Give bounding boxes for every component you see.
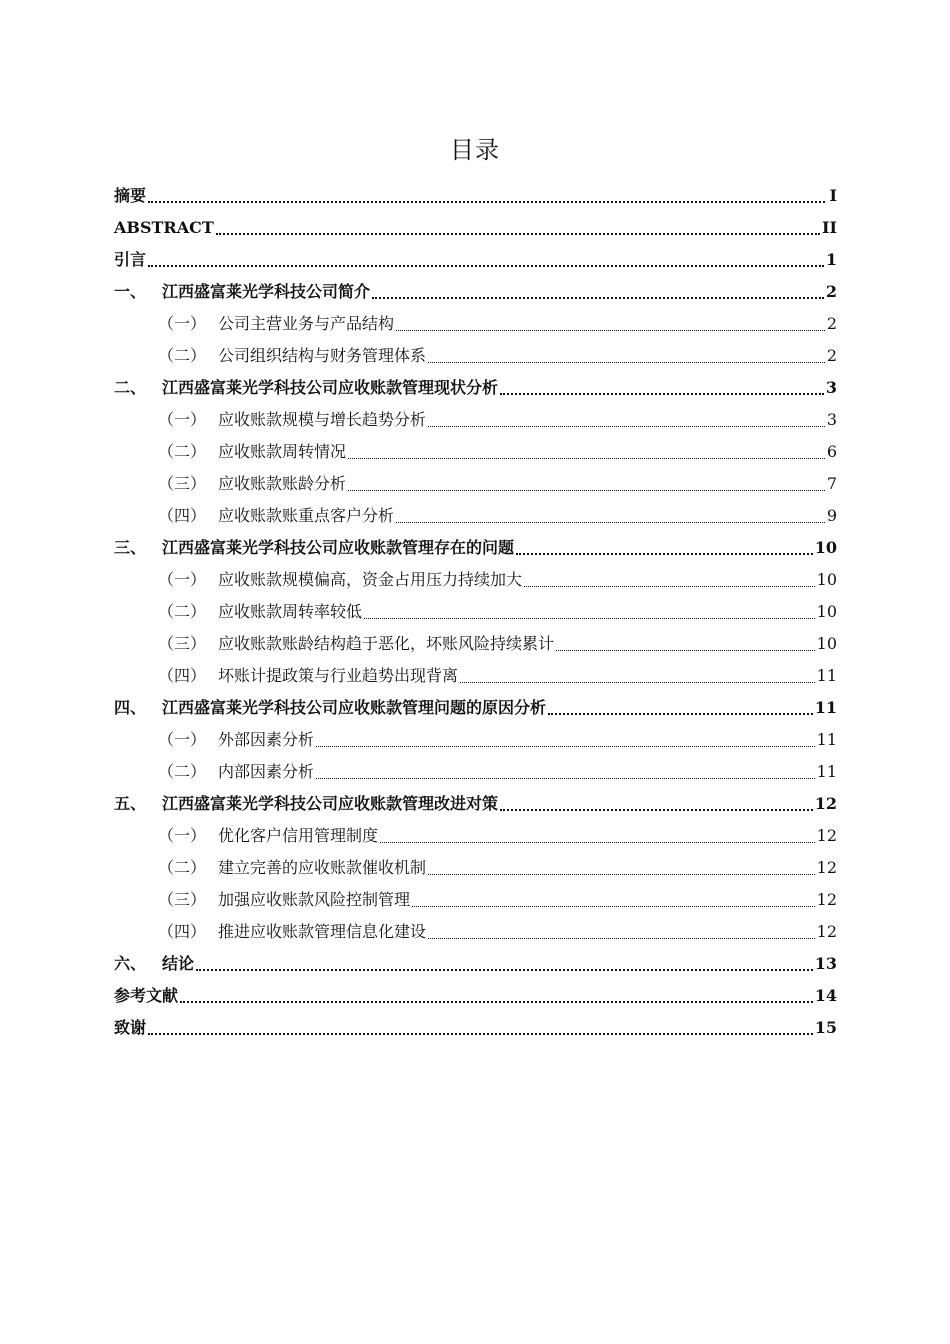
toc-entry-number: （一） xyxy=(158,314,207,333)
toc-entry-page-number: 6 xyxy=(826,442,837,461)
dot-leader xyxy=(216,233,820,235)
dot-leader xyxy=(500,809,813,811)
toc-entry-number: （一） xyxy=(158,570,207,589)
toc-entry-page-number: 12 xyxy=(814,794,837,813)
toc-entry-section[interactable] xyxy=(114,852,837,884)
toc-entry-label: 江西盛富莱光学科技公司简介 xyxy=(162,282,371,301)
toc-entry-chapter[interactable] xyxy=(114,948,837,980)
toc-entry-page-number: 12 xyxy=(816,890,837,909)
toc-entry-chapter[interactable] xyxy=(114,212,837,244)
toc-entry-page-number: 15 xyxy=(814,1018,837,1037)
toc-entry-number: （二） xyxy=(158,346,207,365)
toc-entry-page-number: 10 xyxy=(816,602,837,621)
toc-entry-label: 应收账款规模与增长趋势分析 xyxy=(218,410,427,429)
toc-entry-number: （三） xyxy=(158,474,207,493)
dot-leader xyxy=(372,297,824,299)
dot-leader xyxy=(396,522,825,523)
dot-leader xyxy=(556,650,815,651)
toc-entry-page-number: 10 xyxy=(816,570,837,589)
toc-entry-number: 三、 xyxy=(114,538,147,557)
toc-entry-label: 内部因素分析 xyxy=(218,762,315,781)
dot-leader xyxy=(348,458,825,459)
toc-entry-label: 江西盛富莱光学科技公司应收账款管理改进对策 xyxy=(162,794,499,813)
dot-leader xyxy=(396,330,825,331)
toc-entry-page-number: 10 xyxy=(814,538,837,557)
toc-entry-page-number: 11 xyxy=(816,762,837,781)
toc-entry-chapter[interactable] xyxy=(114,692,837,724)
toc-entry-page-number: 11 xyxy=(816,730,837,749)
toc-entry-number: （二） xyxy=(158,858,207,877)
toc-entry-page-number: 2 xyxy=(826,346,837,365)
toc-entry-section[interactable] xyxy=(114,308,837,340)
toc-entry-number: （二） xyxy=(158,762,207,781)
toc-entry-label: 摘要 xyxy=(114,186,147,205)
toc-entry-section[interactable] xyxy=(114,564,837,596)
toc-entry-chapter[interactable] xyxy=(114,180,837,212)
toc-entry-number: （二） xyxy=(158,602,207,621)
toc-entry-label: 引言 xyxy=(114,250,147,269)
toc-entry-section[interactable] xyxy=(114,820,837,852)
dot-leader xyxy=(524,586,815,587)
toc-entry-label: 应收账款账龄结构趋于恶化，坏账风险持续累计 xyxy=(218,634,555,653)
toc-entry-section[interactable] xyxy=(114,660,837,692)
toc-entry-page-number: 7 xyxy=(826,474,837,493)
toc-entry-label: 优化客户信用管理制度 xyxy=(218,826,379,845)
toc-entry-label: 外部因素分析 xyxy=(218,730,315,749)
toc-entry-chapter[interactable] xyxy=(114,372,837,404)
toc-entry-label: 江西盛富莱光学科技公司应收账款管理存在的问题 xyxy=(162,538,515,557)
dot-leader xyxy=(316,746,815,747)
toc-entry-page-number: 2 xyxy=(826,314,837,333)
toc-entry-section[interactable] xyxy=(114,596,837,628)
toc-entry-page-number: 12 xyxy=(816,858,837,877)
toc-entry-label: 建立完善的应收账款催收机制 xyxy=(218,858,427,877)
table-of-contents xyxy=(114,180,837,1044)
toc-entry-section[interactable] xyxy=(114,884,837,916)
toc-entry-label: 应收账款规模偏高，资金占用压力持续加大 xyxy=(218,570,523,589)
toc-entry-chapter[interactable] xyxy=(114,1012,837,1044)
toc-entry-page-number: 3 xyxy=(825,378,837,397)
toc-entry-label: ABSTRACT xyxy=(114,218,214,237)
toc-entry-page-number: 11 xyxy=(814,698,837,717)
toc-entry-section[interactable] xyxy=(114,340,837,372)
toc-entry-chapter[interactable] xyxy=(114,276,837,308)
toc-entry-page-number: 10 xyxy=(816,634,837,653)
toc-entry-number: （一） xyxy=(158,730,207,749)
toc-entry-label: 加强应收账款风险控制管理 xyxy=(218,890,411,909)
toc-entry-number: （一） xyxy=(158,826,207,845)
toc-entry-label: 应收账款账重点客户分析 xyxy=(218,506,395,525)
toc-entry-number: （四） xyxy=(158,666,207,685)
toc-entry-chapter[interactable] xyxy=(114,532,837,564)
toc-entry-section[interactable] xyxy=(114,500,837,532)
dot-leader xyxy=(148,1033,813,1035)
toc-entry-page-number: 12 xyxy=(816,922,837,941)
toc-entry-page-number: 12 xyxy=(816,826,837,845)
dot-leader xyxy=(364,618,815,619)
toc-entry-page-number: 14 xyxy=(814,986,837,1005)
toc-entry-section[interactable] xyxy=(114,756,837,788)
toc-entry-section[interactable] xyxy=(114,628,837,660)
dot-leader xyxy=(380,842,815,843)
dot-leader xyxy=(148,265,824,267)
toc-entry-label: 应收账款周转率较低 xyxy=(218,602,363,621)
toc-entry-page-number: I xyxy=(829,186,837,205)
toc-entry-page-number: II xyxy=(822,218,837,237)
dot-leader xyxy=(316,778,815,779)
toc-entry-section[interactable] xyxy=(114,404,837,436)
dot-leader xyxy=(460,682,815,683)
page-title: 目录 xyxy=(450,136,500,165)
dot-leader xyxy=(180,1001,813,1003)
dot-leader xyxy=(548,713,813,715)
dot-leader xyxy=(348,490,825,491)
toc-entry-page-number: 13 xyxy=(814,954,837,973)
toc-entry-label: 江西盛富莱光学科技公司应收账款管理现状分析 xyxy=(162,378,499,397)
toc-entry-number: （四） xyxy=(158,506,207,525)
toc-entry-label: 应收账款账龄分析 xyxy=(218,474,347,493)
toc-entry-label: 应收账款周转情况 xyxy=(218,442,347,461)
toc-entry-page-number: 9 xyxy=(826,506,837,525)
toc-entry-number: 四、 xyxy=(114,698,147,717)
toc-entry-section[interactable] xyxy=(114,468,837,500)
dot-leader xyxy=(428,426,825,427)
toc-entry-number: 六、 xyxy=(114,954,147,973)
toc-entry-page-number: 1 xyxy=(825,250,837,269)
toc-entry-chapter[interactable] xyxy=(114,788,837,820)
toc-entry-number: （三） xyxy=(158,634,207,653)
toc-entry-chapter[interactable] xyxy=(114,244,837,276)
toc-entry-chapter[interactable] xyxy=(114,980,837,1012)
dot-leader xyxy=(148,201,825,203)
toc-entry-label: 致谢 xyxy=(114,1018,147,1037)
toc-entry-page-number: 2 xyxy=(825,282,837,301)
toc-entry-label: 公司组织结构与财务管理体系 xyxy=(218,346,427,365)
dot-leader xyxy=(196,969,813,971)
toc-entry-section[interactable] xyxy=(114,724,837,756)
toc-entry-page-number: 11 xyxy=(816,666,837,685)
dot-leader xyxy=(412,906,815,907)
dot-leader xyxy=(516,553,813,555)
toc-entry-label: 坏账计提政策与行业趋势出现背离 xyxy=(218,666,459,685)
dot-leader xyxy=(500,393,824,395)
dot-leader xyxy=(428,362,825,363)
toc-entry-page-number: 3 xyxy=(826,410,837,429)
toc-entry-label: 结论 xyxy=(162,954,195,973)
toc-entry-number: （一） xyxy=(158,410,207,429)
toc-entry-label: 推进应收账款管理信息化建设 xyxy=(218,922,427,941)
toc-entry-number: 二、 xyxy=(114,378,147,397)
toc-entry-section[interactable] xyxy=(114,436,837,468)
toc-entry-number: 一、 xyxy=(114,282,147,301)
toc-entry-section[interactable] xyxy=(114,916,837,948)
toc-entry-number: （二） xyxy=(158,442,207,461)
toc-entry-number: （三） xyxy=(158,890,207,909)
toc-entry-label: 公司主营业务与产品结构 xyxy=(218,314,395,333)
toc-entry-label: 江西盛富莱光学科技公司应收账款管理问题的原因分析 xyxy=(162,698,547,717)
dot-leader xyxy=(428,938,815,939)
dot-leader xyxy=(428,874,815,875)
toc-entry-number: 五、 xyxy=(114,794,147,813)
toc-entry-number: （四） xyxy=(158,922,207,941)
toc-entry-label: 参考文献 xyxy=(114,986,179,1005)
